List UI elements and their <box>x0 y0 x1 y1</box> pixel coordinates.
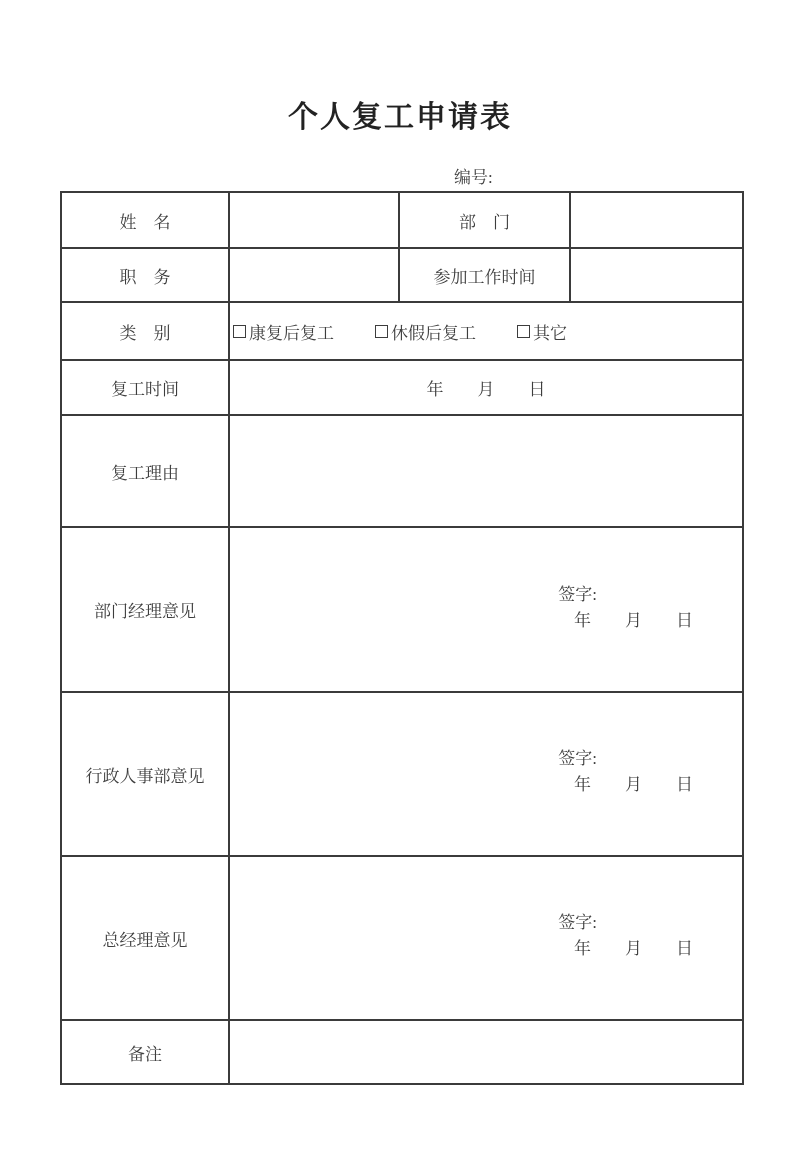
table-row <box>61 527 743 692</box>
gm-label-cell: 总经理意见 <box>61 856 229 1020</box>
category-label-cell: 类 别 <box>61 302 229 360</box>
form-number-label: 编号: <box>454 168 493 187</box>
table-row <box>61 360 743 415</box>
signature-block <box>230 582 742 638</box>
page-title: 个人复工申请表 <box>288 101 512 134</box>
signature-block <box>230 746 742 802</box>
application-form-table <box>60 191 744 1085</box>
position-value-cell[interactable] <box>229 248 399 302</box>
table-row <box>61 248 743 302</box>
dept-manager-opinion-cell[interactable] <box>229 527 743 692</box>
table-row <box>61 415 743 527</box>
reason-value-cell[interactable] <box>229 415 743 527</box>
category-option-vacation[interactable] <box>375 319 476 344</box>
remarks-value-cell[interactable] <box>229 1020 743 1084</box>
reason-label-cell: 复工理由 <box>61 415 229 527</box>
return-date-value-cell[interactable] <box>229 360 743 415</box>
position-label-cell: 职 务 <box>61 248 229 302</box>
remarks-label-cell: 备注 <box>61 1020 229 1084</box>
checkbox-icon[interactable] <box>517 325 530 338</box>
department-value-cell[interactable] <box>570 192 743 248</box>
department-label-cell: 部 门 <box>399 192 570 248</box>
category-option-label: 其它 <box>533 323 567 343</box>
name-value-cell[interactable] <box>229 192 399 248</box>
category-option-label: 休假后复工 <box>391 323 476 343</box>
return-date-label-cell: 复工时间 <box>61 360 229 415</box>
work-start-value-cell[interactable] <box>570 248 743 302</box>
signature-date-line: 年 月 日 <box>574 775 693 794</box>
checkbox-icon[interactable] <box>375 325 388 338</box>
work-start-label-cell: 参加工作时间 <box>399 248 570 302</box>
hr-label-cell: 行政人事部意见 <box>61 692 229 856</box>
table-row <box>61 192 743 248</box>
table-row <box>61 692 743 856</box>
category-option-other[interactable] <box>517 319 567 344</box>
signature-label: 签字: <box>558 913 597 932</box>
checkbox-icon[interactable] <box>233 325 246 338</box>
table-row <box>61 856 743 1020</box>
date-placeholder: 年 月 日 <box>426 380 546 399</box>
signature-date-line: 年 月 日 <box>574 939 693 958</box>
signature-label: 签字: <box>558 584 597 604</box>
signature-block <box>230 910 742 966</box>
hr-opinion-cell[interactable] <box>229 692 743 856</box>
category-options <box>230 319 742 344</box>
table-row <box>61 1020 743 1084</box>
category-option-label: 康复后复工 <box>249 323 334 343</box>
dept-manager-label-cell: 部门经理意见 <box>61 527 229 692</box>
signature-date-line: 年 月 日 <box>574 610 693 630</box>
name-label-cell: 姓 名 <box>61 192 229 248</box>
signature-label: 签字: <box>558 749 597 768</box>
category-options-cell <box>229 302 743 360</box>
table-row <box>61 302 743 360</box>
gm-opinion-cell[interactable] <box>229 856 743 1020</box>
category-option-rehab[interactable] <box>233 319 334 344</box>
